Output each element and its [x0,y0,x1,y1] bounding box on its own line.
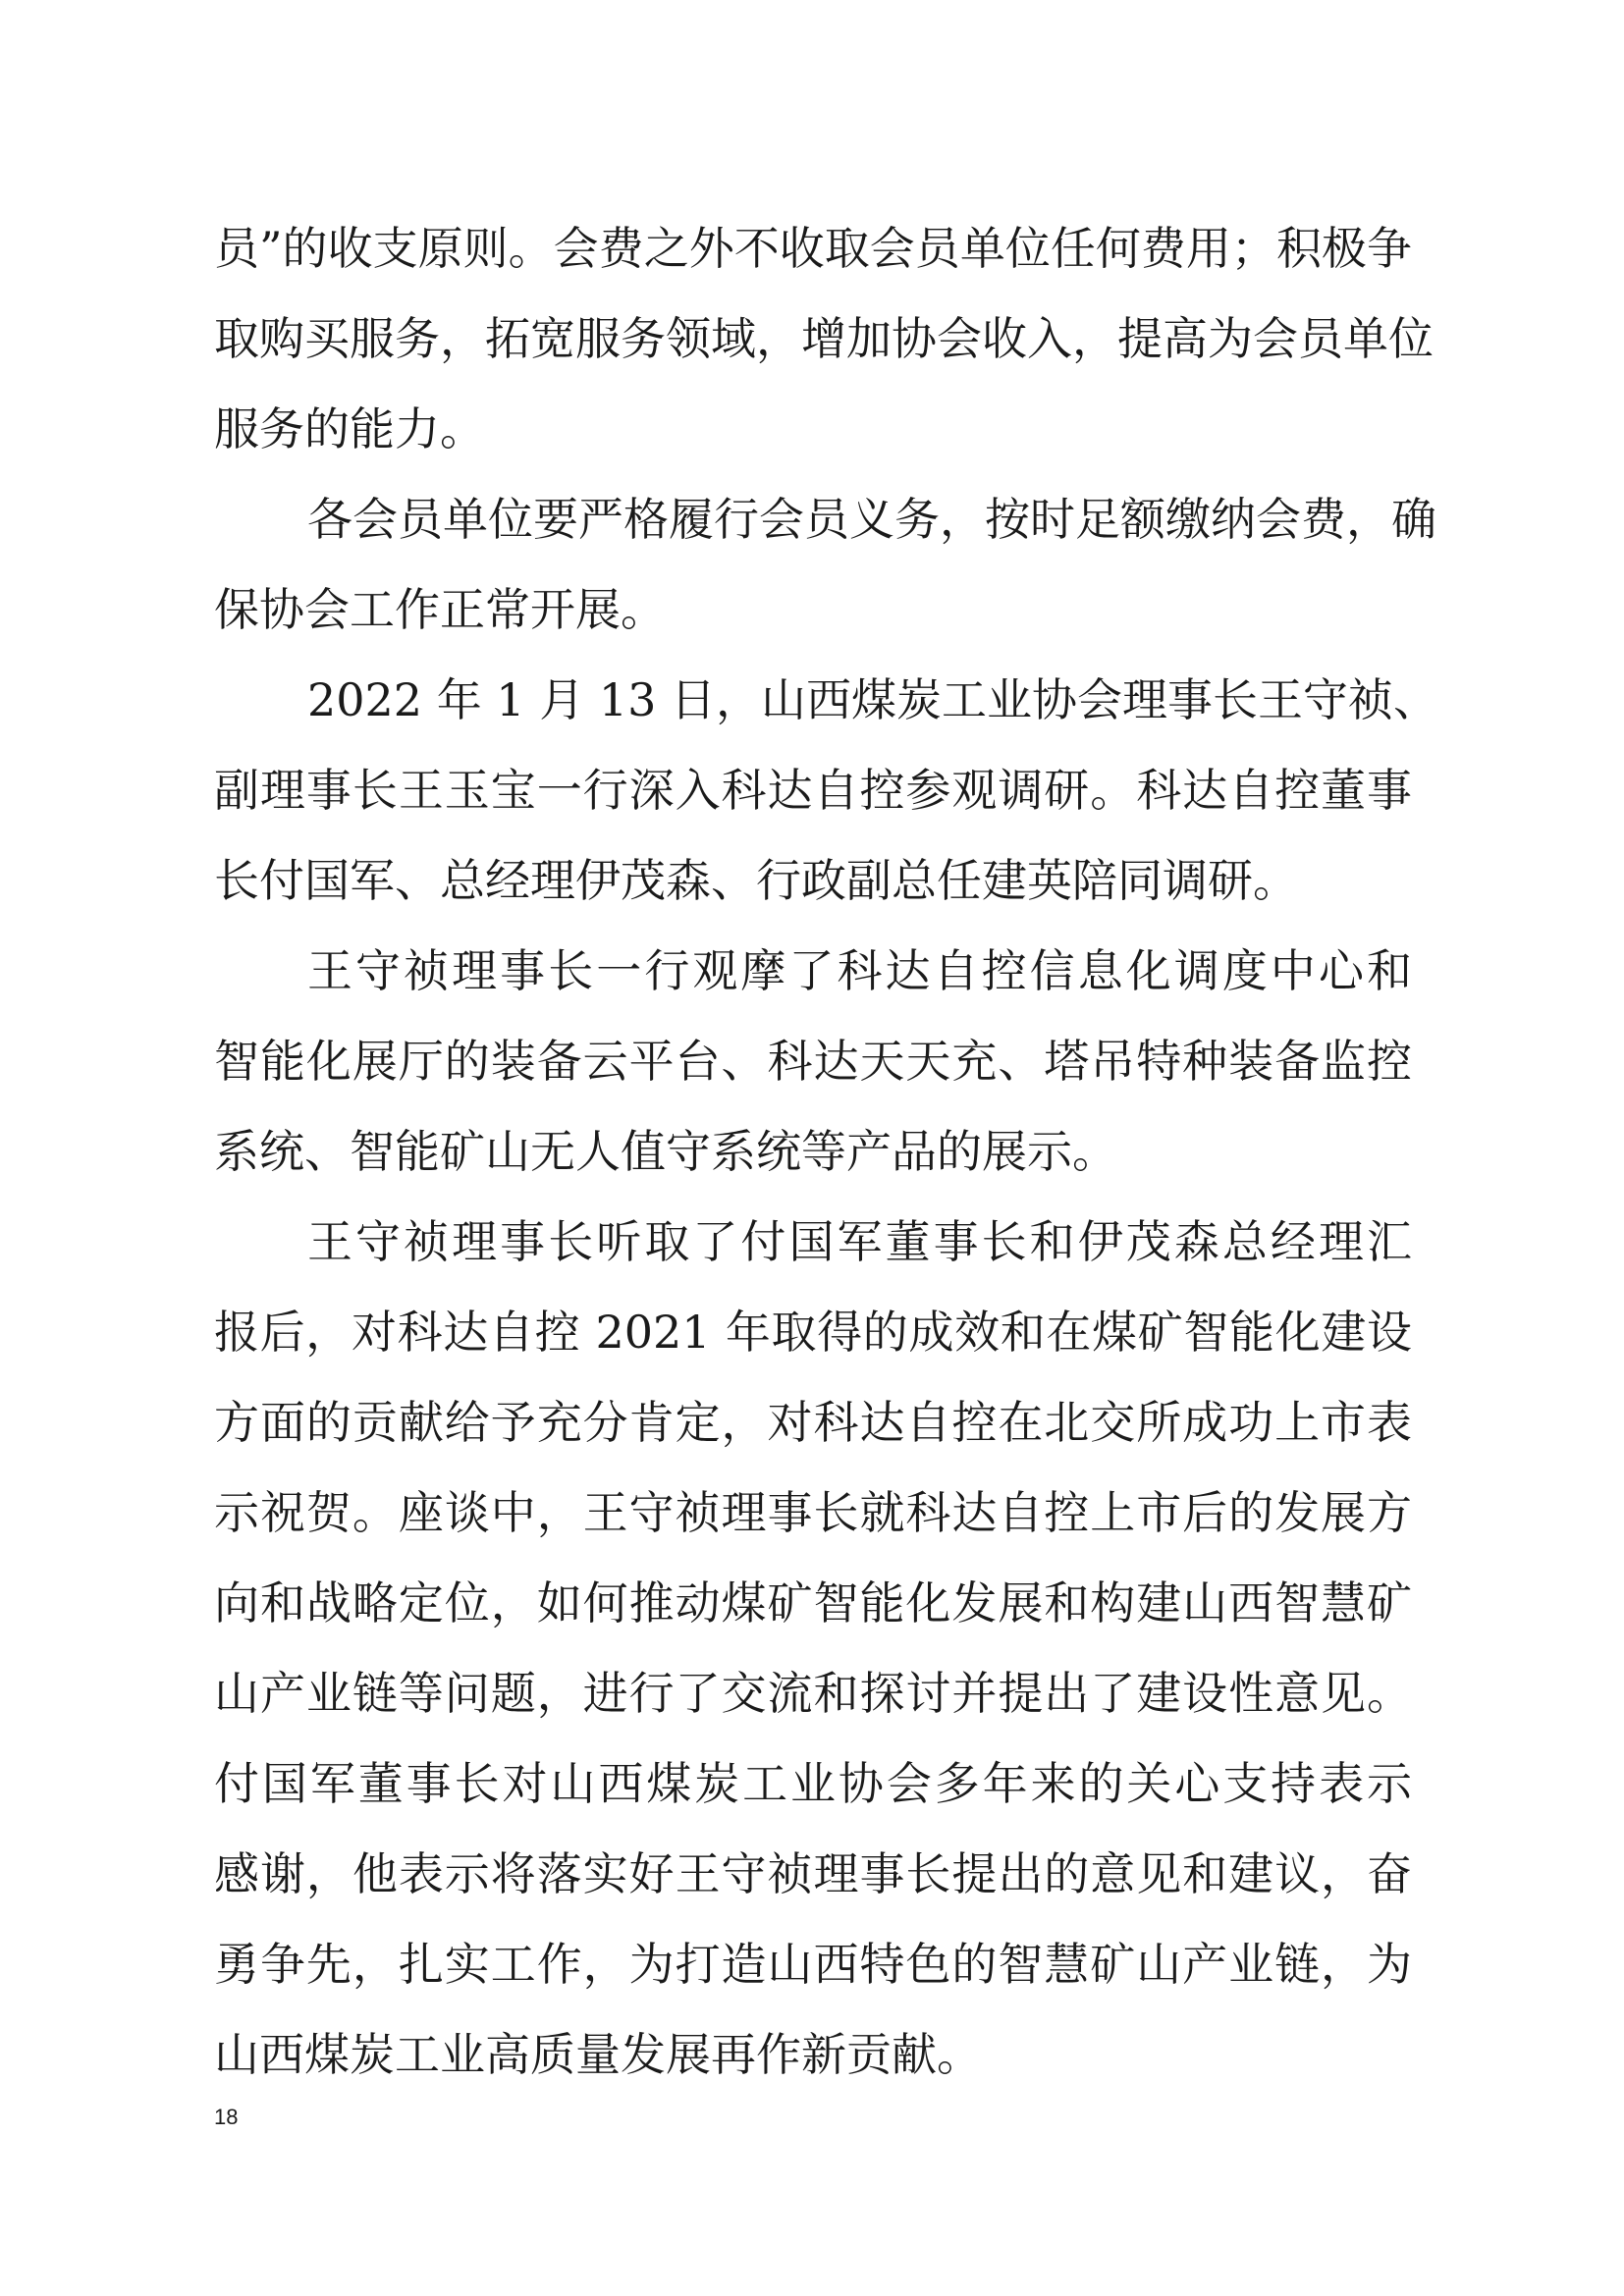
page-number: 18 [214,2105,239,2129]
paragraph-first-line: 2022 年 1 月 13 日，山西煤炭工业协会理事长王守祯、 [307,673,1438,726]
text-line: 报后，对科达自控 2021 年取得的成效和在煤矿智能化建设 [214,1306,1412,1359]
text-line: 员”的收支原则。会费之外不收取会员单位任何费用；积极争 [214,222,1412,275]
text-line: 山西煤炭工业高质量发展再作新贡献。 [214,2028,982,2081]
text-line: 系统、智能矿山无人值守系统等产品的展示。 [214,1125,1117,1178]
text-line: 智能化展厅的装备云平台、科达天天充、塔吊特种装备监控 [214,1035,1412,1088]
paragraph-first-line: 各会员单位要严格履行会员义务，按时足额缴纳会费，确 [307,493,1436,546]
text-line: 向和战略定位，如何推动煤矿智能化发展和构建山西智慧矿 [214,1576,1412,1629]
text-line: 示祝贺。座谈中，王守祯理事长就科达自控上市后的发展方 [214,1486,1412,1539]
text-line: 副理事长王玉宝一行深入科达自控参观调研。科达自控董事 [214,764,1412,817]
text-line: 方面的贡献给予充分肯定，对科达自控在北交所成功上市表 [214,1396,1412,1449]
paragraph-first-line: 王守祯理事长一行观摩了科达自控信息化调度中心和 [307,944,1412,997]
text-line: 长付国军、总经理伊茂森、行政副总任建英陪同调研。 [214,854,1298,907]
text-line: 勇争先，扎实工作，为打造山西特色的智慧矿山产业链，为 [214,1938,1412,1991]
text-line: 取购买服务，拓宽服务领域，增加协会收入，提高为会员单位 [214,312,1434,365]
text-line: 付国军董事长对山西煤炭工业协会多年来的关心支持表示 [214,1757,1412,1810]
text-line: 感谢，他表示将落实好王守祯理事长提出的意见和建议，奋 [214,1847,1412,1900]
text-line: 山产业链等问题，进行了交流和探讨并提出了建设性意见。 [214,1667,1412,1720]
text-line: 保协会工作正常开展。 [214,583,666,636]
text-line: 服务的能力。 [214,402,485,455]
paragraph-first-line: 王守祯理事长听取了付国军董事长和伊茂森总经理汇 [307,1215,1412,1268]
